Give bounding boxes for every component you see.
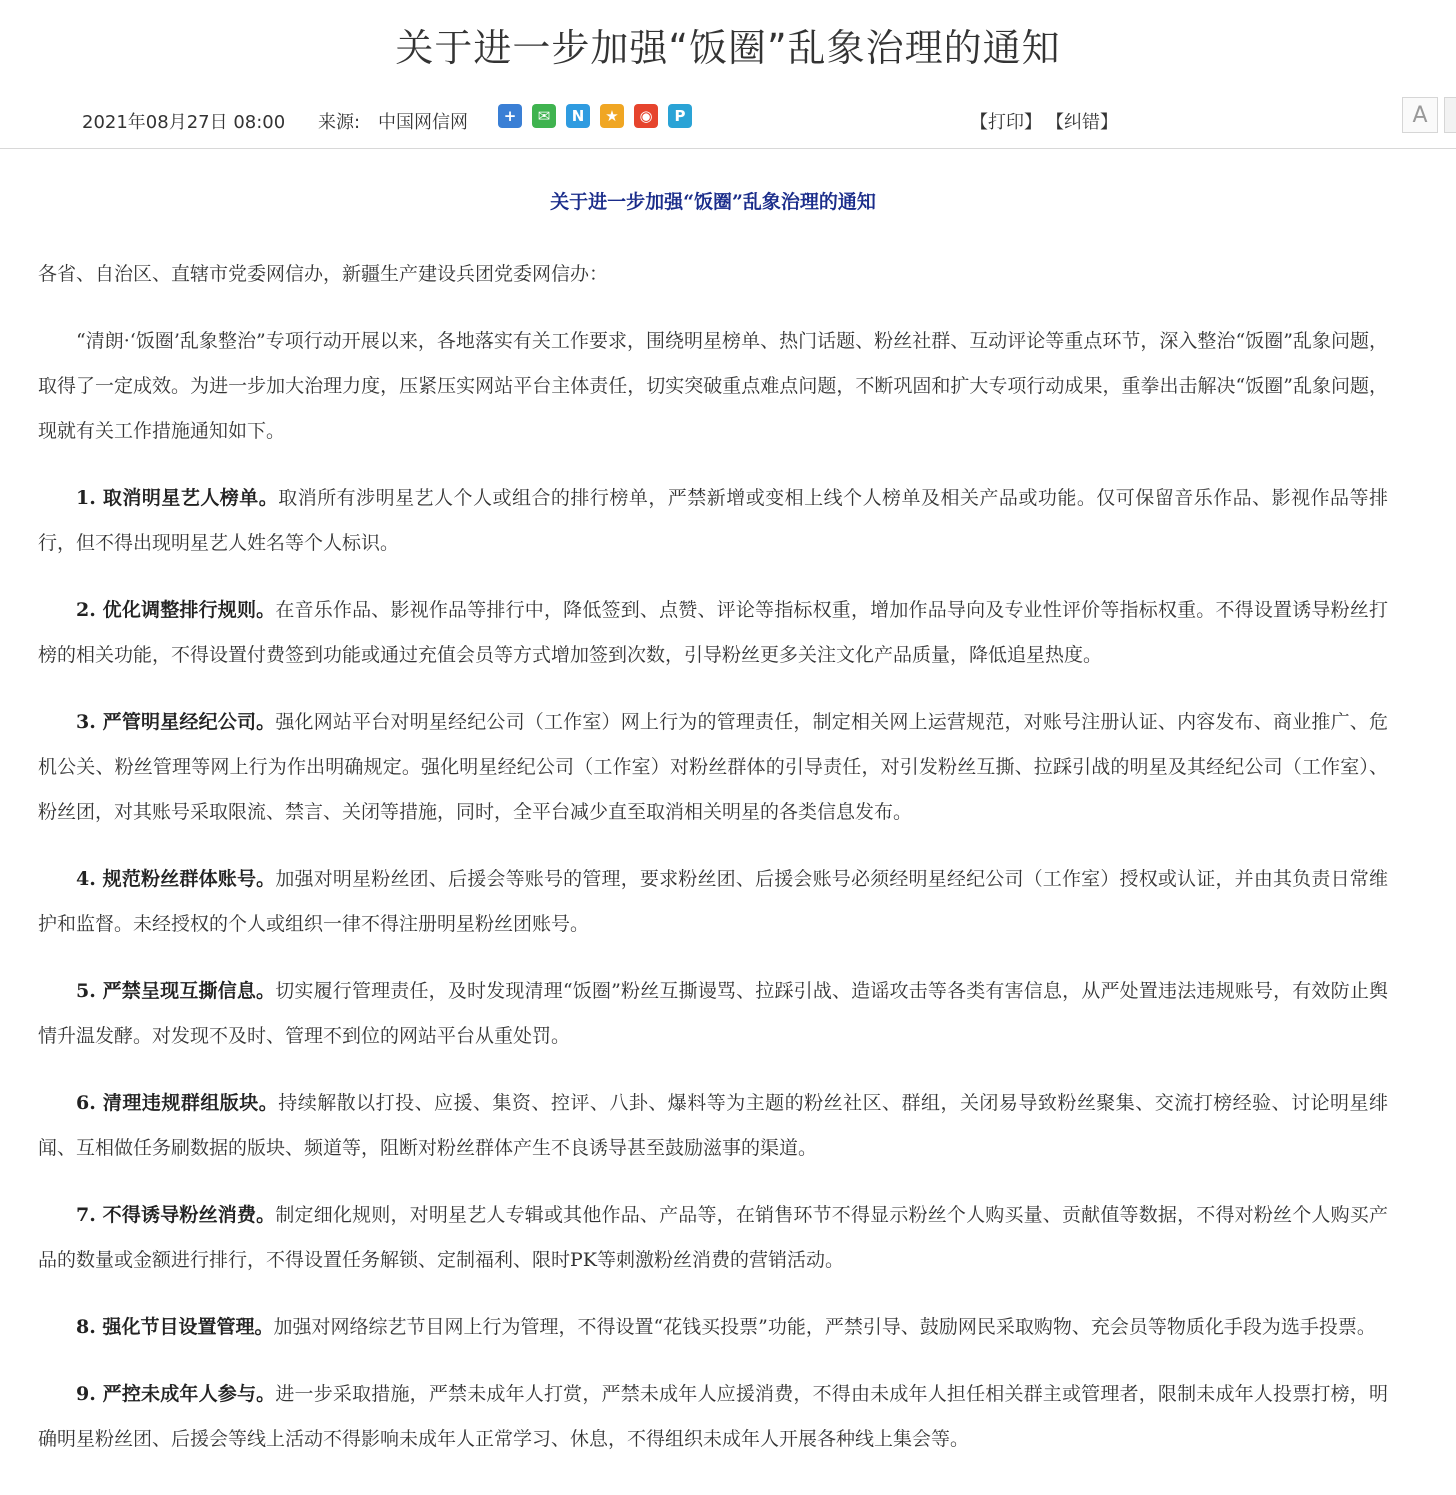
errata-link[interactable]: 【纠错】 bbox=[1046, 112, 1118, 133]
share-bar bbox=[498, 104, 692, 128]
article-meta-bar bbox=[0, 100, 1456, 140]
print-link[interactable]: 【打印】 bbox=[970, 112, 1042, 133]
salutation: 各省、自治区、直辖市党委网信办，新疆生产建设兵团党委网信办： bbox=[38, 263, 609, 285]
measure-text: 取消所有涉明星艺人个人或组合的排行榜单，严禁新增或变相上线个人榜单及相关产品或功能。仅可保留音乐作品、影视作品等排行，但不得出现明星艺人姓名等个人标识。 bbox=[38, 487, 1388, 554]
measure-item bbox=[38, 1305, 1388, 1350]
measure-heading: 4. 规范粉丝群体账号。 bbox=[76, 868, 276, 890]
publish-date: 2021年08月27日 08:00 bbox=[82, 112, 286, 133]
measure-text: 强化网站平台对明星经纪公司（工作室）网上行为的管理责任，制定相关网上运营规范，对账号注册认证、内容发布、商业推广、危机公关、粉丝管理等网上行为作出明确规定。强化明星经纪公司（工作室）对粉丝群体的引导责任，对引发粉丝互撕、拉踩引战的明星及其经纪公司（工作室）、粉丝团，对其账号采取限流、禁言、关闭等措施，同时，全平台减少直至取消相关明星的各类信息发布。 bbox=[38, 711, 1388, 823]
header-divider bbox=[0, 148, 1456, 149]
measure-heading: 3. 严管明星经纪公司。 bbox=[76, 711, 276, 733]
weibo-share-icon[interactable]: ◉ bbox=[634, 104, 658, 128]
measure-item bbox=[38, 1193, 1388, 1283]
p-share-icon[interactable]: P bbox=[668, 104, 692, 128]
measure-heading: 5. 严禁呈现互撕信息。 bbox=[76, 980, 276, 1002]
page-title: 关于进一步加强“饭圈”乱象治理的通知 bbox=[395, 26, 1061, 70]
measure-item bbox=[38, 588, 1388, 678]
measure-text: 加强对网络综艺节目网上行为管理，不得设置“花钱买投票”功能，严禁引导、鼓励网民采取购物、充会员等物质化手段为选手投票。 bbox=[273, 1316, 1376, 1338]
measure-heading: 8. 强化节目设置管理。 bbox=[76, 1316, 274, 1338]
intro-paragraph: “清朗·‘饭圈’乱象整治”专项行动开展以来，各地落实有关工作要求，围绕明星榜单、热门话题、粉丝社群、互动评论等重点环节，深入整治“饭圈”乱象问题，取得了一定成效。为进一步加大治理力度，压紧压实网站平台主体责任，切实突破重点难点问题，不断巩固和扩大专项行动成果，重拳出击解决“饭圈”乱象问题，现就有关工作措施通知如下。 bbox=[38, 330, 1388, 442]
measure-text: 制定细化规则，对明星艺人专辑或其他作品、产品等，在销售环节不得显示粉丝个人购买量、贡献值等数据，不得对粉丝个人购买产品的数量或金额进行排行，不得设置任务解锁、定制福利、限时PK等刺激粉丝消费的营销活动。 bbox=[38, 1204, 1388, 1271]
qzone-share-icon[interactable]: ★ bbox=[600, 104, 624, 128]
measure-heading: 6. 清理违规群组版块。 bbox=[76, 1092, 279, 1114]
measure-text: 在音乐作品、影视作品等排行中，降低签到、点赞、评论等指标权重，增加作品导向及专业性评价等指标权重。不得设置诱导粉丝打榜的相关功能，不得设置付费签到功能或通过充值会员等方式增加签到次数，引导粉丝更多关注文化产品质量，降低追星热度。 bbox=[38, 599, 1388, 666]
measure-item bbox=[38, 1372, 1388, 1462]
measures-list bbox=[38, 476, 1388, 1462]
measure-heading: 9. 严控未成年人参与。 bbox=[76, 1383, 276, 1405]
measure-item bbox=[38, 1081, 1388, 1171]
source-label: 来源: bbox=[318, 112, 361, 133]
measure-text: 持续解散以打投、应援、集资、控评、八卦、爆料等为主题的粉丝社区、群组，关闭易导致粉丝聚集、交流打榜经验、讨论明星绯闻、互相做任务刷数据的版块、频道等，阻断对粉丝群体产生不良诱导甚至鼓励滋事的渠道。 bbox=[38, 1092, 1388, 1159]
news-share-icon[interactable]: N bbox=[566, 104, 590, 128]
measure-item bbox=[38, 700, 1388, 835]
font-size-button-secondary[interactable] bbox=[1444, 97, 1456, 133]
measure-text: 加强对明星粉丝团、后援会等账号的管理，要求粉丝团、后援会账号必须经明星经纪公司（工作室）授权或认证，并由其负责日常维护和监督。未经授权的个人或组织一律不得注册明星粉丝团账号。 bbox=[38, 868, 1388, 935]
document-title: 关于进一步加强“饭圈”乱象治理的通知 bbox=[550, 191, 876, 213]
measure-item bbox=[38, 476, 1388, 566]
measure-heading: 7. 不得诱导粉丝消费。 bbox=[76, 1204, 276, 1226]
source-name: 中国网信网 bbox=[378, 112, 468, 133]
font-size-button[interactable] bbox=[1402, 97, 1438, 133]
measure-text: 进一步采取措施，严禁未成年人打赏，严禁未成年人应援消费，不得由未成年人担任相关群主或管理者，限制未成年人投票打榜，明确明星粉丝团、后援会等线上活动不得影响未成年人正常学习、休息，不得组织未成年人开展各种线上集会等。 bbox=[38, 1383, 1388, 1450]
measure-item bbox=[38, 969, 1388, 1059]
measure-heading: 1. 取消明星艺人榜单。 bbox=[76, 487, 279, 509]
measure-item bbox=[38, 857, 1388, 947]
article-body bbox=[38, 186, 1388, 1484]
add-share-icon[interactable]: + bbox=[498, 104, 522, 128]
wechat-share-icon[interactable]: ✉ bbox=[532, 104, 556, 128]
measure-text: 切实履行管理责任，及时发现清理“饭圈”粉丝互撕谩骂、拉踩引战、造谣攻击等各类有害信息，从严处置违法违规账号，有效防止舆情升温发酵。对发现不及时、管理不到位的网站平台从重处罚。 bbox=[38, 980, 1388, 1047]
font-size-icon: A bbox=[1412, 102, 1428, 128]
measure-heading: 2. 优化调整排行规则。 bbox=[76, 599, 276, 621]
